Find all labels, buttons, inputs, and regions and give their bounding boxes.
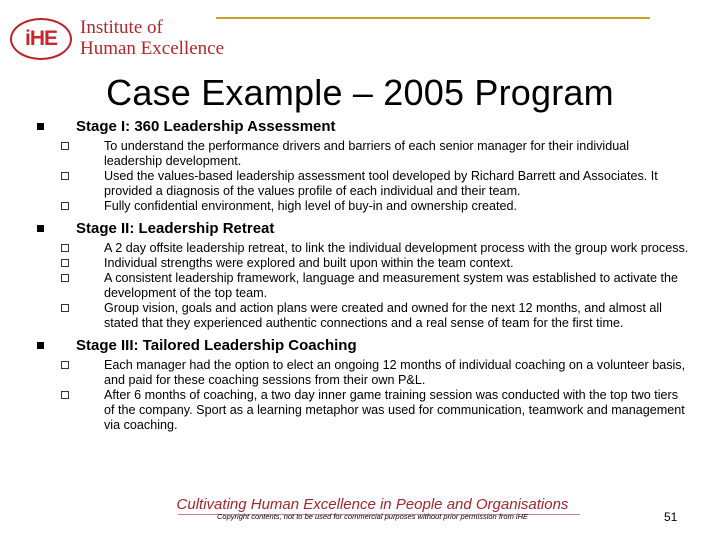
- hollow-square-bullet-icon: [61, 304, 69, 312]
- hollow-square-bullet-icon: [61, 142, 69, 150]
- list-item-text: Used the values-based leadership assessment tool developed by Richard Barrett and Associates. It provided a diagnosis of the values profile of each individual and their team.: [104, 169, 658, 198]
- footer-copyright-note: Copyright contents, not to be used for commercial purposes without prior permission from iHE: [217, 512, 528, 521]
- top-rule: [216, 17, 650, 19]
- list-item-text: Group vision, goals and action plans were created and owned for the next 12 months, and almost all stated that they experienced authentic connections and a real sense of team for the first time.: [104, 301, 662, 330]
- hollow-square-bullet-icon: [61, 391, 69, 399]
- slide-title: Case Example – 2005 Program: [106, 72, 614, 113]
- list-item-text: Fully confidential environment, high level of buy-in and ownership created.: [104, 199, 518, 213]
- stage-heading-text: Stage I: 360 Leadership Assessment: [76, 118, 336, 135]
- hollow-square-bullet-icon: [61, 172, 69, 180]
- hollow-square-bullet-icon: [61, 244, 69, 252]
- list-item-text: To understand the performance drivers and barriers of each senior manager for their individual leadership development.: [104, 139, 630, 168]
- stage-heading: [76, 220, 720, 238]
- list-item: [104, 241, 689, 256]
- list-item: [104, 271, 689, 301]
- stage-heading: [76, 118, 720, 136]
- logo-text: [80, 17, 224, 59]
- stage-item-list: [0, 241, 720, 331]
- square-bullet-icon: [37, 225, 44, 232]
- list-item-text: A consistent leadership framework, language and measurement system was established to activate the development of the top team.: [104, 271, 679, 300]
- square-bullet-icon: [37, 342, 44, 349]
- page-number: 51: [664, 510, 678, 524]
- hollow-square-bullet-icon: [61, 274, 69, 282]
- hollow-square-bullet-icon: [61, 259, 69, 267]
- hollow-square-bullet-icon: [61, 202, 69, 210]
- square-bullet-icon: [37, 123, 44, 130]
- stage-heading-text: Stage II: Leadership Retreat: [76, 220, 275, 237]
- stage-heading-text: Stage III: Tailored Leadership Coaching: [76, 337, 357, 354]
- list-item-text: Each manager had the option to elect an ongoing 12 months of individual coaching on a volunteer basis, and paid for these coaching sessions from their own P&L.: [104, 358, 686, 387]
- logo: [10, 14, 230, 64]
- stage-item-list: [0, 358, 720, 433]
- list-item: [104, 301, 689, 331]
- list-item-text: After 6 months of coaching, a two day inner game training session was conducted with the top two tiers of the company. Sport as a learning metaphor was used for communication, teamwork and management via coaching.: [104, 388, 685, 432]
- logo-mark-text: iHE: [24, 27, 57, 50]
- list-item-text: A 2 day offsite leadership retreat, to link the individual development process with the group work process.: [104, 241, 689, 255]
- slide-content: [0, 118, 720, 433]
- stage-3: [0, 337, 720, 433]
- stage-2: [0, 220, 720, 331]
- logo-line-1: Institute of: [80, 17, 163, 38]
- stage-1: [0, 118, 720, 214]
- logo-line-2: Human Excellence: [80, 38, 225, 59]
- list-item: [104, 358, 689, 388]
- hollow-square-bullet-icon: [61, 361, 69, 369]
- list-item: [104, 388, 689, 433]
- list-item: [104, 199, 689, 214]
- list-item: [104, 139, 689, 169]
- logo-mark: [10, 18, 72, 60]
- footer-slogan: Cultivating Human Excellence in People and Organisations: [176, 496, 569, 513]
- stage-item-list: [0, 139, 720, 214]
- list-item: [104, 256, 689, 271]
- list-item: [104, 169, 689, 199]
- list-item-text: Individual strengths were explored and built upon within the team context.: [104, 256, 514, 270]
- stage-heading: [76, 337, 720, 355]
